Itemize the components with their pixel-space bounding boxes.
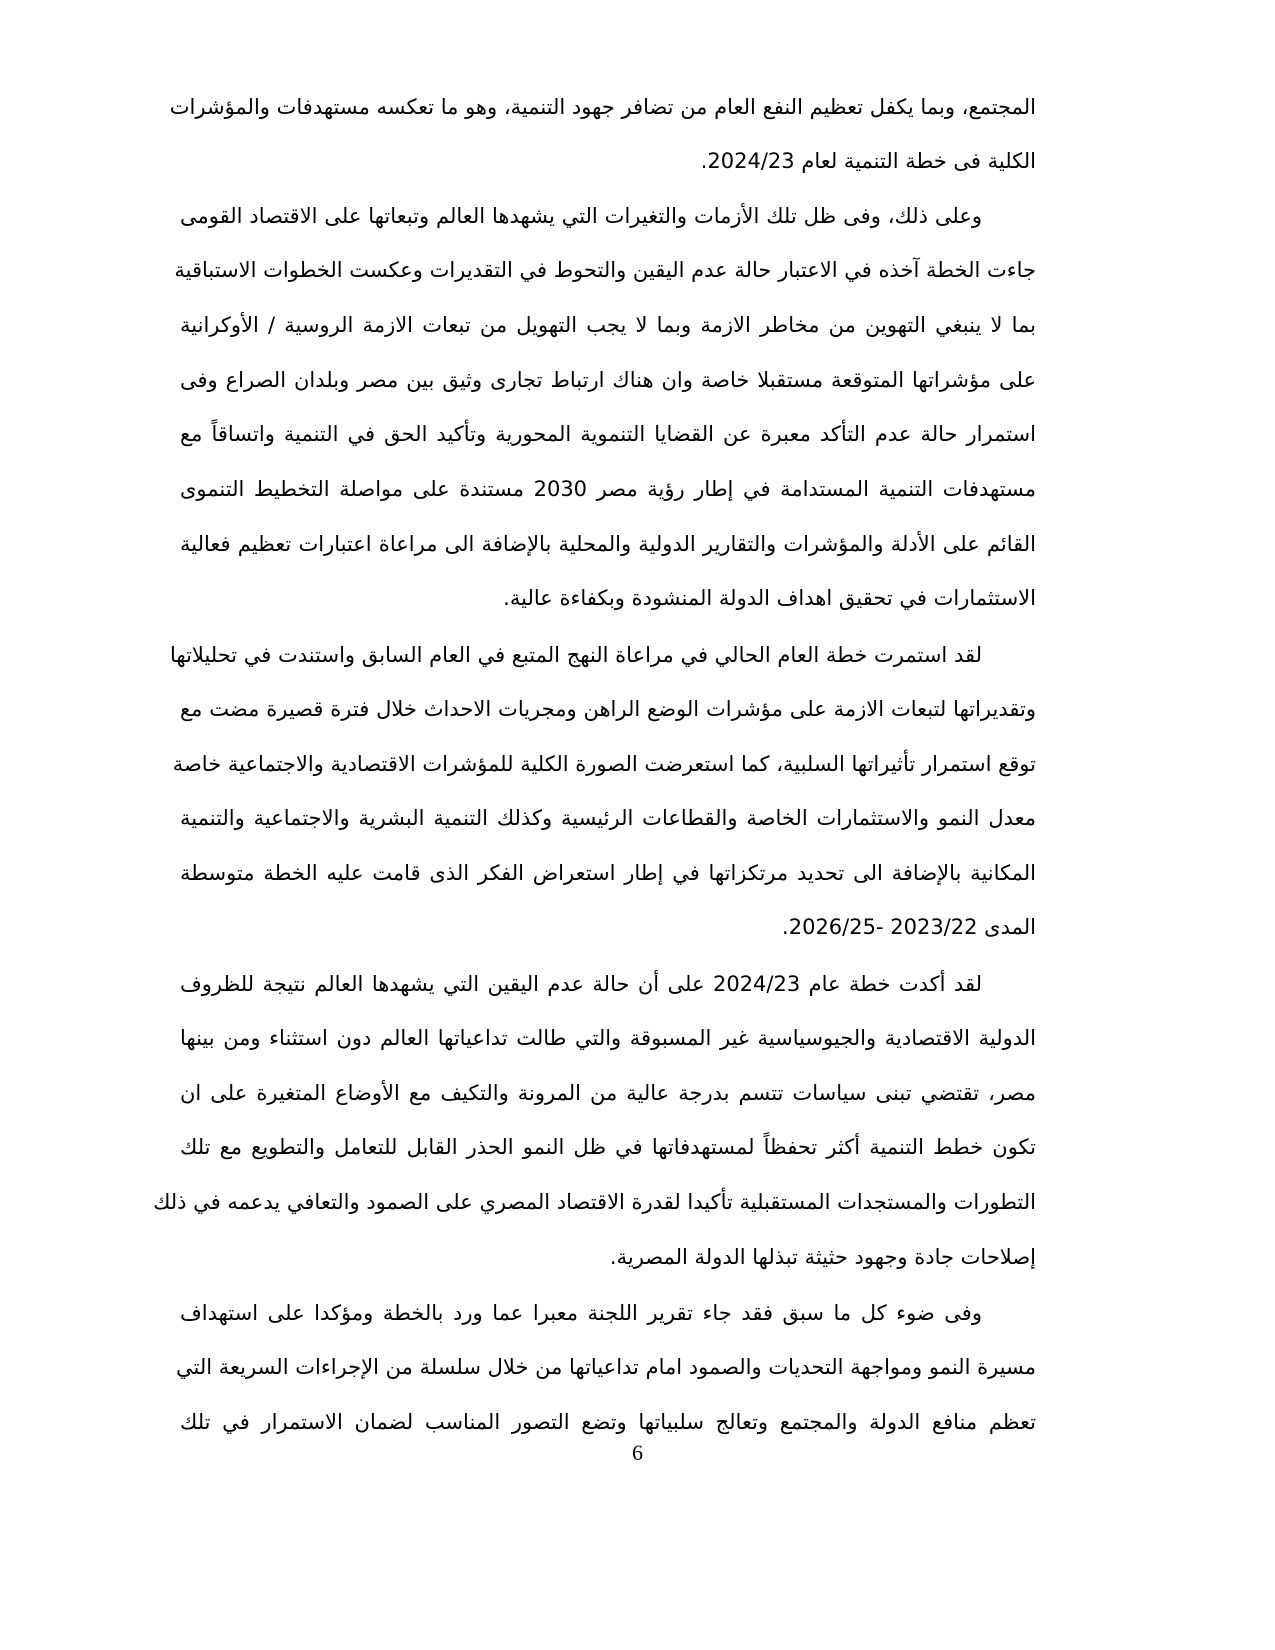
text-line: إصلاحات جادة وجهود حثيثة تبذلها الدولة المصرية. [609,1245,1036,1269]
text-line: تكون خطط التنمية أكثر تحفظاً لمستهدفاتها في ظل النمو الحذر القابل للتعامل والتطويع مع تلك [180,1135,1036,1159]
text-line: معدل النمو والاستثمارات الخاصة والقطاعات الرئيسية وكذلك التنمية البشرية والاجتماعية والتنمية [180,806,1036,830]
text-line: المجتمع، وبما يكفل تعظيم النفع العام من تضافر جهود التنمية، وهو ما تعكسه مستهدفات والمؤشرات [169,95,1036,119]
text-line: لقد أكدت خطة عام 2024/23 على أن حالة عدم اليقين التي يشهدها العالم نتيجة للظروف [180,972,982,996]
text-line: جاءت الخطة آخذه في الاعتبار حالة عدم اليقين والتحوط في التقديرات وعكست الخطوات الاستباقية [174,258,1036,282]
text-line: الكلية فى خطة التنمية لعام 2024/23. [700,149,1036,173]
text-line: استمرار حالة عدم التأكد معبرة عن القضايا التنموية المحورية وتأكيد الحق في التنمية واتساقاً مع [180,422,1036,446]
text-line: القائم على الأدلة والمؤشرات والتقارير الدولية والمحلية بالإضافة الى مراعاة اعتبارات تعظيم فعالية [180,532,1036,556]
text-line: تعظم منافع الدولة والمجتمع وتعالج سلبياتها وتضع التصور المناسب لضمان الاستمرار في تلك [180,1410,1036,1434]
text-line: وتقديراتها لتبعات الازمة على مؤشرات الوضع الراهن ومجريات الاحداث خلال فترة قصيرة مضت مع [180,697,1036,721]
text-line: مصر، تقتضي تبنى سياسات تتسم بدرجة عالية من المرونة والتكيف مع الأوضاع المتغيرة على ان [180,1081,1036,1105]
text-line: الدولية الاقتصادية والجيوسياسية غير المسبوقة والتي طالت تداعياتها العالم دون استثناء ومن بينها [180,1026,1036,1050]
text-line: وعلى ذلك، وفى ظل تلك الأزمات والتغيرات التي يشهدها العالم وتبعاتها على الاقتصاد القومى [180,204,982,228]
text-line: لقد استمرت خطة العام الحالي في مراعاة النهج المتبع في العام السابق واستندت في تحليلاتها [169,643,982,667]
text-line: مسيرة النمو ومواجهة التحديات والصمود امام تداعياتها من خلال سلسلة من الإجراءات السريعة التي [176,1355,1036,1379]
text-line: مستهدفات التنمية المستدامة في إطار رؤية مصر 2030 مستندة على مواصلة التخطيط التنموى [180,477,1036,501]
text-line: المدى 2023/22 -2026/25. [782,915,1036,939]
text-line: التطورات والمستجدات المستقبلية تأكيدا لقدرة الاقتصاد المصري على الصمود والتعافي يدعمه في ذلك [153,1190,1036,1214]
page-number: 6 [632,1440,643,1465]
text-line: على مؤشراتها المتوقعة مستقبلا خاصة وان هناك ارتباط تجارى وثيق بين مصر وبلدان الصراع وفى [180,368,1036,392]
text-line: وفى ضوء كل ما سبق فقد جاء تقرير اللجنة معبرا عما ورد بالخطة ومؤكدا على استهداف [180,1301,982,1325]
text-line: الاستثمارات في تحقيق اهداف الدولة المنشودة وبكفاءة عالية. [503,586,1036,610]
text-line: المكانية بالإضافة الى تحديد مرتكزاتها في إطار استعراض الفكر الذى قامت عليه الخطة متوسطة [180,861,1036,885]
text-line: توقع استمرار تأثيراتها السلبية، كما استعرضت الصورة الكلية للمؤشرات الاقتصادية والاجتماعية خاصة [172,752,1036,776]
text-line: بما لا ينبغي التهوين من مخاطر الازمة وبما لا يجب التهويل من تبعات الازمة الروسية / الأوكرانية [180,313,1036,337]
